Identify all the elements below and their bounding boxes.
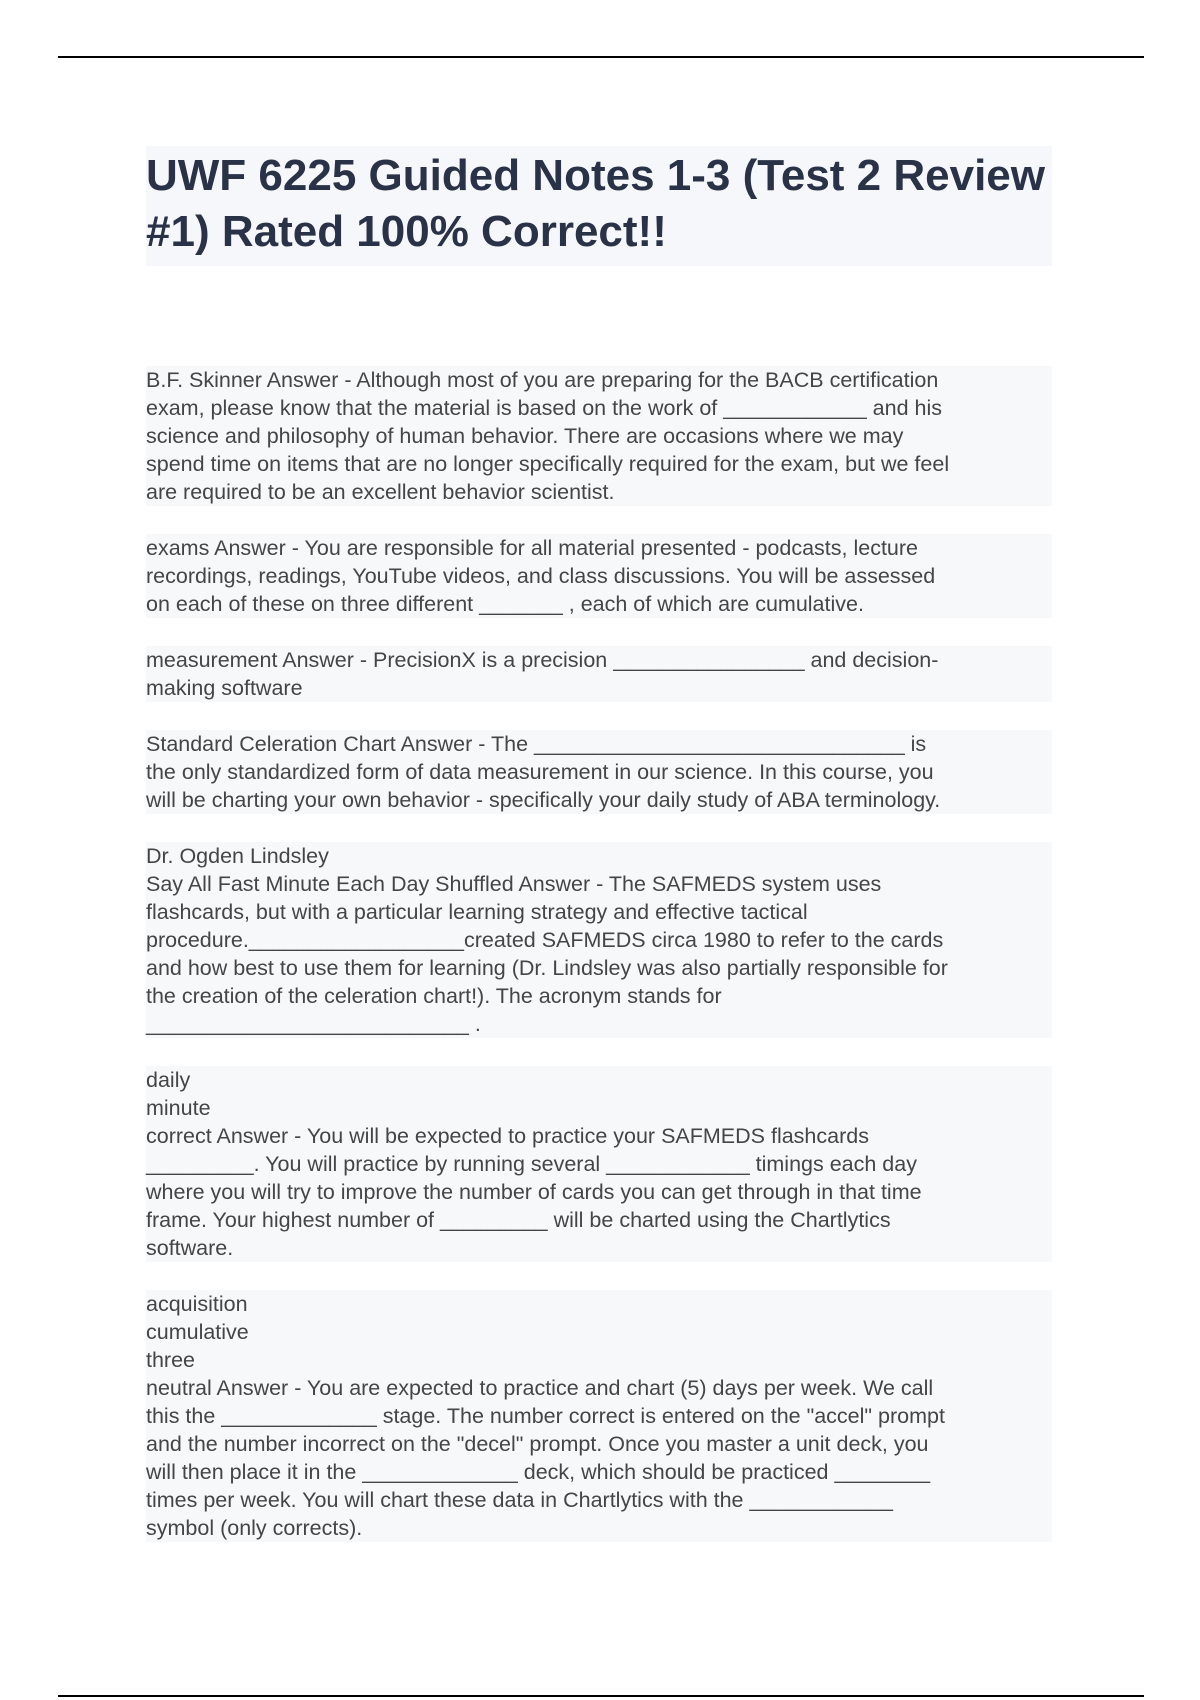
entry-line: and the number incorrect on the "decel" prompt. Once you master a unit deck, you bbox=[146, 1430, 1052, 1458]
entry-line: making software bbox=[146, 674, 1052, 702]
entry-line: this the _____________ stage. The number correct is entered on the "accel" prompt bbox=[146, 1402, 1052, 1430]
entry-line: neutral Answer - You are expected to practice and chart (5) days per week. We call bbox=[146, 1374, 1052, 1402]
entry-line: spend time on items that are no longer specifically required for the exam, but we feel bbox=[146, 450, 1052, 478]
entry-line: _________. You will practice by running several ____________ timings each day bbox=[146, 1150, 1052, 1178]
entry-line: daily bbox=[146, 1066, 1052, 1094]
entry-line: and how best to use them for learning (Dr. Lindsley was also partially responsible for bbox=[146, 954, 1052, 982]
entry-line: the only standardized form of data measurement in our science. In this course, you bbox=[146, 758, 1052, 786]
bottom-rule bbox=[58, 1695, 1144, 1697]
qa-entry bbox=[146, 730, 1052, 814]
entry-line: will be charting your own behavior - specifically your daily study of ABA terminology. bbox=[146, 786, 1052, 814]
entry-line: software. bbox=[146, 1234, 1052, 1262]
qa-entry bbox=[146, 534, 1052, 618]
entry-line: Standard Celeration Chart Answer - The _______________________________ is bbox=[146, 730, 1052, 758]
entry-line: where you will try to improve the number of cards you can get through in that time bbox=[146, 1178, 1052, 1206]
entry-line: Say All Fast Minute Each Day Shuffled Answer - The SAFMEDS system uses bbox=[146, 870, 1052, 898]
document-title: UWF 6225 Guided Notes 1-3 (Test 2 Review #1) Rated 100% Correct!! bbox=[146, 146, 1052, 266]
qa-entry bbox=[146, 646, 1052, 702]
document-body bbox=[146, 366, 1052, 1570]
qa-entry bbox=[146, 842, 1052, 1038]
entry-line: on each of these on three different _______ , each of which are cumulative. bbox=[146, 590, 1052, 618]
entry-line: correct Answer - You will be expected to practice your SAFMEDS flashcards bbox=[146, 1122, 1052, 1150]
top-rule bbox=[58, 56, 1144, 58]
entry-line: cumulative bbox=[146, 1318, 1052, 1346]
entry-line: measurement Answer - PrecisionX is a precision ________________ and decision- bbox=[146, 646, 1052, 674]
entry-line: B.F. Skinner Answer - Although most of you are preparing for the BACB certification bbox=[146, 366, 1052, 394]
entry-line: exams Answer - You are responsible for all material presented - podcasts, lecture bbox=[146, 534, 1052, 562]
entry-line: minute bbox=[146, 1094, 1052, 1122]
entry-line: recordings, readings, YouTube videos, and class discussions. You will be assessed bbox=[146, 562, 1052, 590]
entry-line: flashcards, but with a particular learning strategy and effective tactical bbox=[146, 898, 1052, 926]
entry-line: will then place it in the _____________ deck, which should be practiced ________ bbox=[146, 1458, 1052, 1486]
qa-entry bbox=[146, 366, 1052, 506]
entry-line: times per week. You will chart these data in Chartlytics with the ____________ bbox=[146, 1486, 1052, 1514]
qa-entry bbox=[146, 1290, 1052, 1542]
entry-line: science and philosophy of human behavior. There are occasions where we may bbox=[146, 422, 1052, 450]
entry-line: symbol (only corrects). bbox=[146, 1514, 1052, 1542]
entry-line: three bbox=[146, 1346, 1052, 1374]
entry-line: procedure.__________________created SAFMEDS circa 1980 to refer to the cards bbox=[146, 926, 1052, 954]
entry-line: acquisition bbox=[146, 1290, 1052, 1318]
entry-line: are required to be an excellent behavior scientist. bbox=[146, 478, 1052, 506]
entry-line: frame. Your highest number of _________ will be charted using the Chartlytics bbox=[146, 1206, 1052, 1234]
entry-line: ___________________________ . bbox=[146, 1010, 1052, 1038]
entry-line: the creation of the celeration chart!). The acronym stands for bbox=[146, 982, 1052, 1010]
entry-line: exam, please know that the material is based on the work of ____________ and his bbox=[146, 394, 1052, 422]
entry-line: Dr. Ogden Lindsley bbox=[146, 842, 1052, 870]
qa-entry bbox=[146, 1066, 1052, 1262]
